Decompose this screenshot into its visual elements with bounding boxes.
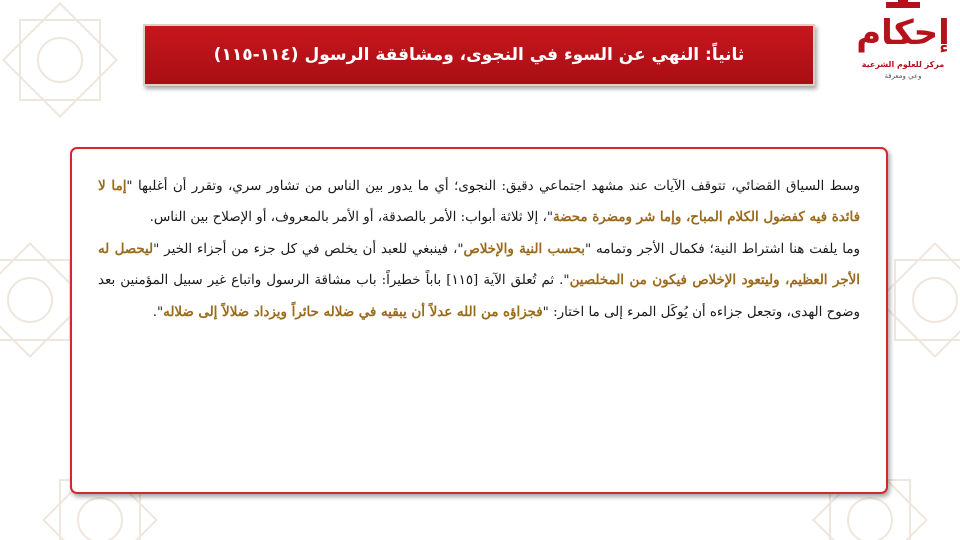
logo-subtitle: مركز للعلوم الشرعية bbox=[861, 60, 945, 69]
paragraph-2 bbox=[98, 234, 860, 328]
paragraph-2-text-b: "، فينبغي للعبد أن يخلص في كل جزء من أجزاء الخير " bbox=[153, 241, 464, 257]
paragraph-1-text-b: "، إلا ثلاثة أبواب: الأمر بالصدقة، أو الأمر بالمعروف، أو الإصلاح بين الناس. bbox=[149, 210, 553, 226]
slide-title: ثانياً: النهي عن السوء في النجوى، ومشاققة الرسول (١١٤-١١٥) bbox=[213, 45, 745, 65]
paragraph-2-text-a: وما يلفت هنا اشتراط النية؛ فكمال الأجر وتمامه " bbox=[584, 241, 860, 257]
paragraph-2-quote-2: ليحصل له الأجر العظيم، وليتعود الإخلاص فيكون من المخلصين bbox=[98, 240, 861, 289]
paragraph-2-quote-3: فجزاؤه من الله عدلاً أن يبقيه في ضلاله حائراً ويزداد ضلالاً إلى ضلاله bbox=[163, 303, 543, 320]
paragraph-2-text-c: ". ثم تُعلق الآية [١١٥] باباً خطيراً: باب مشاقة الرسول واتباع غير سبيل المؤمنين بعد وضوح الهدى، وتجعل جزاءه أن يُوكَل المرء إلى ما اختار: " bbox=[98, 273, 860, 320]
paragraph-1-quote: إما لا فائدة فيه كفضول الكلام المباح، وإما شر ومضرة محضة bbox=[98, 178, 860, 226]
logo-tagline: وعي ومعرفة bbox=[884, 72, 922, 80]
content-box bbox=[70, 147, 888, 494]
logo bbox=[846, 0, 960, 100]
paragraph-1-text-a: وسط السياق القضائي، تتوقف الآيات عند مشهد اجتماعي دقيق: النجوى؛ أي ما يدور بين الناس من تشاور سري، وتقرر أن أغلبها " bbox=[126, 179, 860, 194]
logo-brand: إحكام bbox=[856, 13, 950, 53]
paragraph-2-text-d: ". bbox=[152, 304, 164, 320]
title-banner bbox=[143, 24, 815, 86]
paragraph-2-quote-1: بحسب النية والإخلاص bbox=[463, 240, 585, 257]
paragraph-1 bbox=[98, 171, 860, 234]
